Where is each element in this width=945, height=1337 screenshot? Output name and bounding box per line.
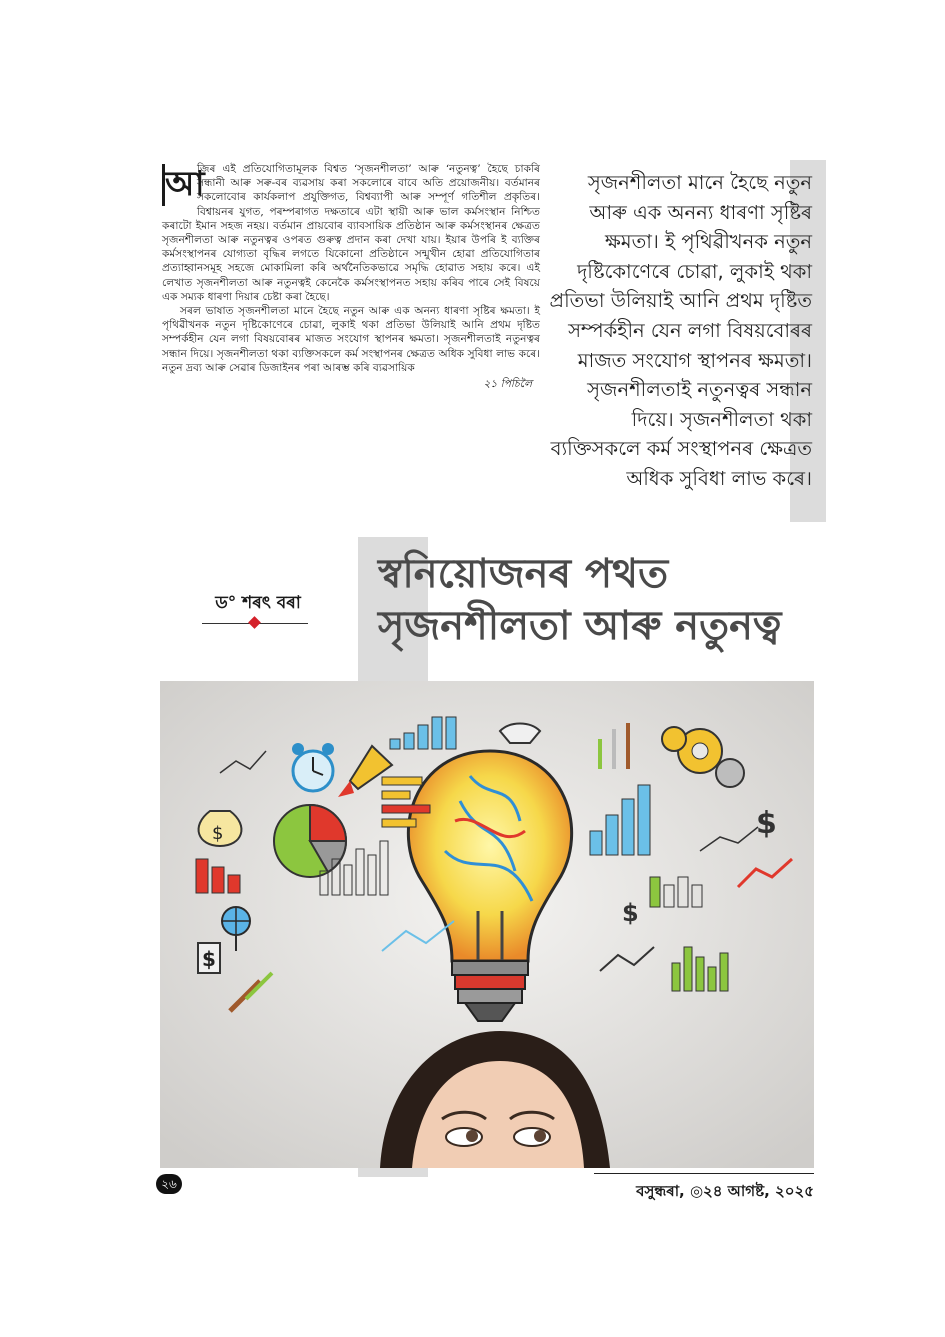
footer-divider xyxy=(594,1173,814,1174)
headline xyxy=(378,548,818,652)
headline-line-2: সৃজনশীলতা আৰু নতুনত্ব xyxy=(378,603,782,649)
article-body xyxy=(162,162,540,391)
paragraph-1-text: জিৰ এই প্ৰতিযোগিতামূলক বিশ্বত ‘সৃজনশীলতা’ আৰু ‘নতুনত্ব’ হৈছে চাকৰি সন্ধানী আৰু সৰু-বৰ ব্যৱসায় কৰা সকলোৰে বাবে অতি প্ৰয়োজনীয়। বৰ্তমানৰ সকলোবোৰ কাৰ্যকলাপ প্ৰযুক্তিগত, বিশ্বব্যাপী আৰু সম্পূৰ্ণ গতিশীল প্ৰকৃতিৰ। বিশ্বায়নৰ যুগত, পৰম্পৰাগত দক্ষতাৰে এটা স্থায়ী আৰু ভাল কৰ্মসংস্থান নিশ্চিত কৰাটো ইমান সহজ নহয়। বৰ্তমান প্ৰায়বোৰ ব্যাবসায়িক প্ৰতিষ্ঠান আৰু কৰ্মসংস্থানৰ ক্ষেত্ৰত সৃজনশীলতা আৰু নতুনত্বৰ ওপৰত গুৰুত্ব প্ৰদান কৰা দেখা যায়। ইয়াৰ উপৰি ই ব্যক্তিৰ কৰ্মসংস্থাপনৰ যোগ্যতা বৃদ্ধিৰ লগতে যিকোনো প্ৰতিষ্ঠানে সন্মুখীন হোৱা প্ৰতিযোগিতাৰ প্ৰত্যাহ্বানসমূহ সহজে মোকামিলা কৰি অৰ্থনৈতিকভাৱে সমৃদ্ধি হোৱাত সহায় কৰে। এই লেখাত সৃজনশীলতা আৰু নতুনত্বই কেনেকৈ কৰ্মসংস্থাপনত সহায় কৰিব পাৰে সেই বিষয়ে এক সম্যক ধাৰণা দিয়াৰ চেষ্টা কৰা হৈছে। xyxy=(162,163,540,303)
author-name: ড° শৰৎ বৰা xyxy=(215,593,301,613)
money-bag-icon xyxy=(199,811,242,846)
illustration-image xyxy=(160,681,814,1168)
pie-chart-icon xyxy=(274,805,346,877)
dollar-icon xyxy=(198,943,220,973)
dropcap-letter: আ xyxy=(162,164,191,206)
headline-line-1: স্বনিয়োজনৰ পথত xyxy=(378,551,669,597)
svg-text:$: $ xyxy=(622,899,639,927)
publication-footer: বসুন্ধৰা, ◎২৪ আগষ্ট, ২০২৫ xyxy=(636,1182,814,1200)
page-number: ২৬ xyxy=(156,1174,182,1194)
svg-text:$: $ xyxy=(756,806,777,841)
article-paragraph-1 xyxy=(162,162,540,304)
article-paragraph-2: সৰল ভাষাত সৃজনশীলতা মানে হৈছে নতুন আৰু এক অনন্য ধাৰণা সৃষ্টিৰ ক্ষমতা। ই পৃথিৱীখনক নতুন দৃষ্টিকোণেৰে চোৱা, লুকাই থকা প্ৰতিভা উলিয়াই আনি প্ৰথম দৃষ্টিত সম্পৰ্কহীন যেন লগা বিষয়বোৰৰ মাজত সংযোগ স্থাপনৰ ক্ষমতা। সৃজনশীলতাই নতুনত্বৰ সন্ধান দিয়ে। সৃজনশীলতা থকা ব্যক্তিসকলে কৰ্ম সংস্থাপনৰ ক্ষেত্ৰত অধিক সুবিধা লাভ কৰে। নতুন দ্ৰব্য আৰু সেৱাৰ ডিজাইনৰ পৰা আৰম্ভ কৰি ব্যৱসায়িক xyxy=(162,305,540,374)
diamond-icon xyxy=(248,616,261,629)
svg-text:$: $ xyxy=(202,947,216,971)
alarm-clock-icon xyxy=(292,743,334,791)
pull-quote: সৃজনশীলতা মানে হৈছে নতুন আৰু এক অনন্য ধাৰণা সৃষ্টিৰ ক্ষমতা। ই পৃথিৱীখনক নতুন দৃষ্টিকোণেৰে চোৱা, লুকাই থকা প্ৰতিভা উলিয়াই আনি প্ৰথম দৃষ্টিত সম্পৰ্কহীন যেন লগা বিষয়বোৰৰ মাজত সংযোগ স্থাপনৰ ক্ষমতা। সৃজনশীলতাই নতুনত্বৰ সন্ধান দিয়ে। সৃজনশীলতা থকা ব্যক্তিসকলে কৰ্ম সংস্থাপনৰ ক্ষেত্ৰত অধিক সুবিধা লাভ কৰে। xyxy=(549,171,812,490)
continued-note: ২১ পিচিলৈ xyxy=(483,378,532,391)
svg-text:$: $ xyxy=(212,823,224,844)
